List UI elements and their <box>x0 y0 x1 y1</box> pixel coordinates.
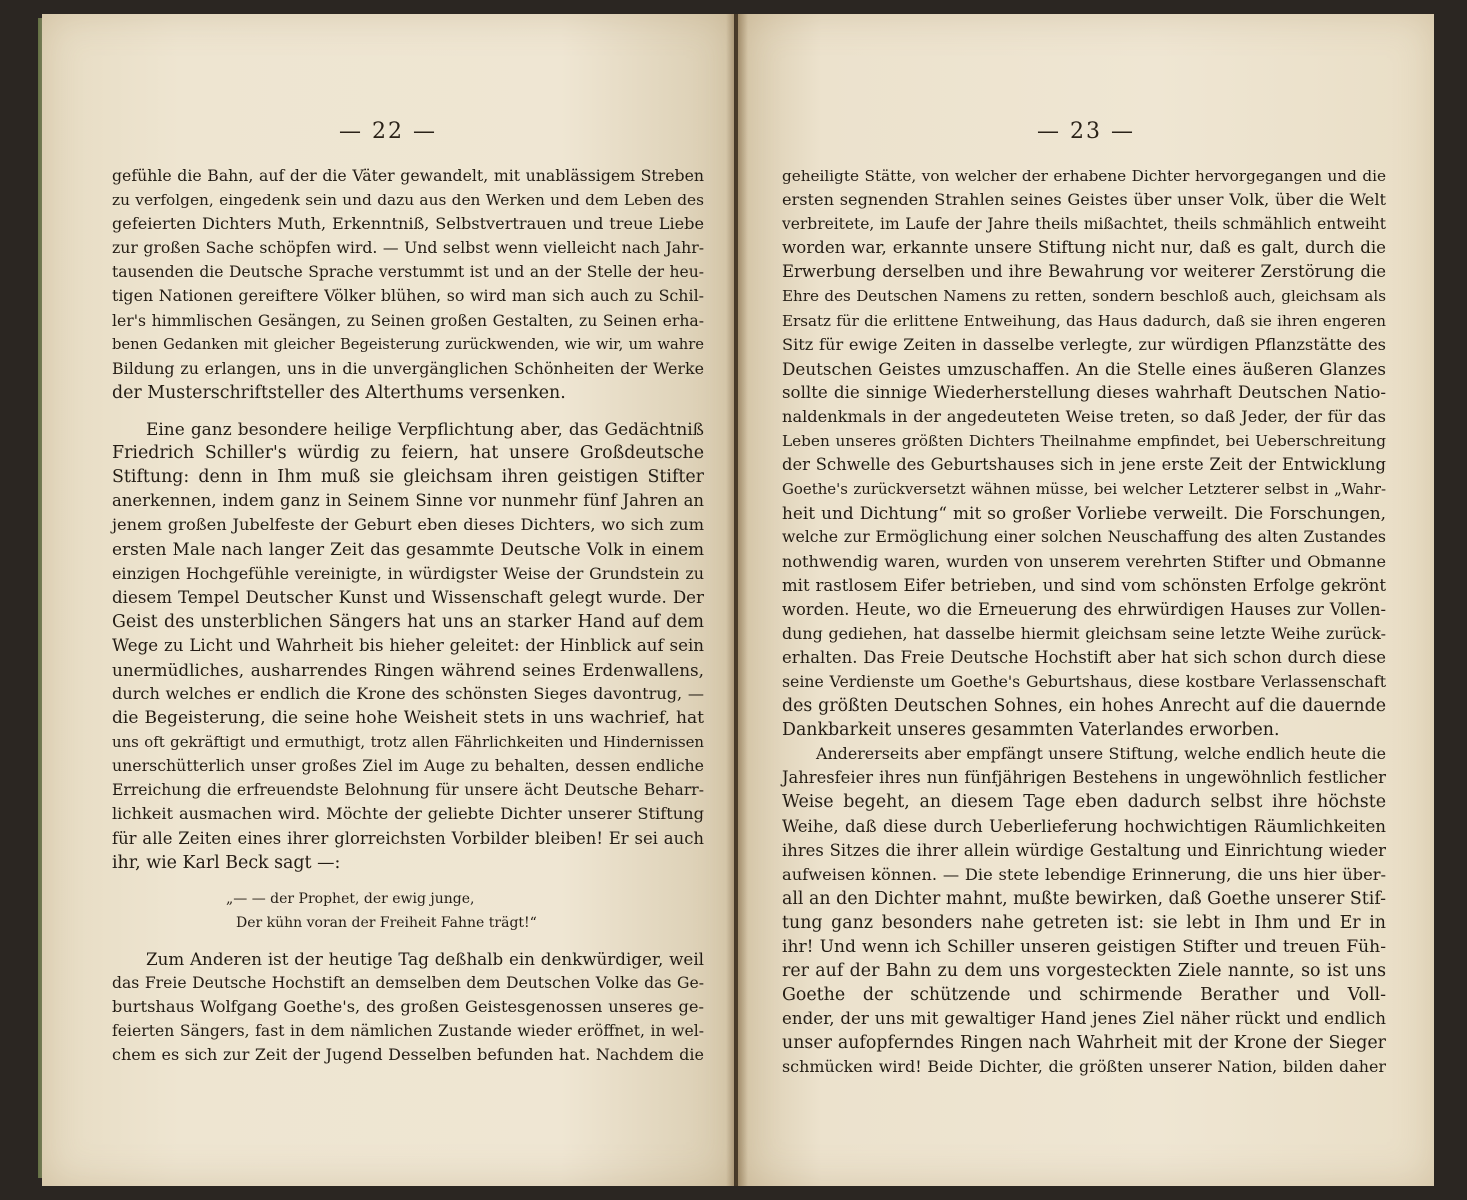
text-line: Goethe's zurückversetzt wähnen müsse, bei welcher Letzterer selbst in „Wahr- <box>782 480 1386 499</box>
text-line: diesem Tempel Deutscher Kunst und Wissenschaft gelegt wurde. Der <box>112 587 704 607</box>
text-line: der Schwelle des Geburtshauses sich in jene erste Zeit der Entwicklung <box>782 455 1386 475</box>
text-line: Jahresfeier ihres nun fünfjährigen Bestehens in ungewöhnlich festlicher <box>782 768 1386 788</box>
text-line: gefühle die Bahn, auf der die Väter gewandelt, mit unablässigem Streben <box>112 166 704 185</box>
text-line: Erreichung die erfreuendste Belohnung für unsere ächt Deutsche Beharr- <box>112 781 704 800</box>
text-line: Ehre des Deutschen Namens zu retten, sondern beschloß auch, gleichsam als <box>782 287 1386 306</box>
text-line: Erwerbung derselben und ihre Bewahrung vor weiterer Zerstörung die <box>782 262 1386 282</box>
paragraph-gap <box>112 875 704 887</box>
left-text-block <box>112 164 704 1067</box>
text-line: heit und Dichtung“ mit so großer Vorliebe verweilt. Die Forschungen, <box>782 503 1386 524</box>
text-line: die Begeisterung, die seine hohe Weisheit stets in uns wachrief, hat <box>112 708 704 729</box>
paragraph-gap <box>112 405 704 417</box>
text-line: tausenden die Deutsche Sprache verstummt ist und an der Stelle der heu- <box>112 263 704 282</box>
quote-line: Der kühn voran der Freiheit Fahne trägt!“ <box>236 914 537 931</box>
text-line: naldenkmals in der angedeuteten Weise treten, so daß Jeder, der für das <box>782 406 1386 426</box>
text-line: welche zur Ermöglichung einer solchen Neuschaffung des alten Zustandes <box>782 527 1386 547</box>
text-line: tigen Nationen gereiftere Völker blühen, so wird man sich auch zu Schil- <box>112 286 704 306</box>
text-line: das Freie Deutsche Hochstift an demselben dem Deutschen Volke das Ge- <box>112 973 704 992</box>
text-line: Dankbarkeit unseres gesammten Vaterlandes erworben. <box>782 720 1280 741</box>
text-line: ler's himmlischen Gesängen, zu Seinen großen Gestalten, zu Seinen erha- <box>112 311 704 330</box>
text-line: worden war, erkannte unsere Stiftung nicht nur, daß es galt, durch die <box>782 238 1386 258</box>
text-line: mit rastlosem Eifer betrieben, und sind vom schönsten Erfolge gekrönt <box>782 575 1386 595</box>
text-line: ihr! Und wenn ich Schiller unseren geistigen Stifter und treuen Füh- <box>782 937 1386 957</box>
text-line: Weihe, daß diese durch Ueberlieferung hochwichtigen Räumlichkeiten <box>782 816 1386 836</box>
text-line: unser aufopferndes Ringen nach Wahrheit mit der Krone der Sieger <box>782 1033 1386 1054</box>
text-line: Leben unseres größten Dichters Theilnahme empfindet, bei Ueberschreitung <box>782 432 1386 451</box>
text-line: anerkennen, indem ganz in Seinem Sinne vor nunmehr fünf Jahren an <box>112 491 704 511</box>
page-number-right: — 23 — <box>1037 119 1135 144</box>
text-line: für alle Zeiten eines ihrer glorreichsten Vorbilder bleiben! Er sei auch <box>112 828 704 848</box>
text-line: erhalten. Das Freie Deutsche Hochstift aber hat sich schon durch diese <box>782 647 1386 667</box>
text-line: Goethe der schützende und schirmende Berather und Voll- <box>782 985 1386 1006</box>
text-line: Stiftung: denn in Ihm muß sie gleichsam ihren geistigen Stifter <box>112 467 704 488</box>
text-line: lichkeit ausmachen wird. Möchte der geliebte Dichter unserer Stiftung <box>112 804 704 824</box>
text-line: uns oft gekräftigt und ermuthigt, trotz allen Fährlichkeiten und Hindernissen <box>112 733 704 752</box>
text-line: Ersatz für die erlittene Entweihung, das Haus dadurch, daß sie ihren engeren <box>782 311 1386 330</box>
text-line: zur großen Sache schöpfen wird. — Und selbst wenn vielleicht nach Jahr- <box>112 238 704 258</box>
book-gutter <box>726 14 748 1186</box>
text-line: unerschütterlich unser großes Ziel im Auge zu behalten, dessen endliche <box>112 756 704 776</box>
text-line: ersten segnenden Strahlen seines Geistes über unser Volk, über die Welt <box>782 190 1386 210</box>
text-line: geheiligte Stätte, von welcher der erhabene Dichter hervorgegangen und die <box>782 167 1386 185</box>
text-line: seine Verdienste um Goethe's Geburtshaus, diese kostbare Verlassenschaft <box>782 671 1386 691</box>
text-line: rer auf der Bahn zu dem uns vorgesteckten Ziele nannte, so ist uns <box>782 961 1386 982</box>
text-line: ihres Sitzes die ihrer allein würdige Gestaltung und Einrichtung wieder <box>782 840 1386 860</box>
quote-line: „— — der Prophet, der ewig junge, <box>226 890 475 907</box>
page-number-left: — 22 — <box>339 119 437 144</box>
text-line: Sitz für ewige Zeiten in dasselbe verlegte, zur würdigen Pflanzstätte des <box>782 334 1386 354</box>
text-line: feierten Sängers, fast in dem nämlichen Zustande wieder eröffnet, in wel- <box>112 1022 704 1040</box>
text-line: schmücken wird! Beide Dichter, die größten unserer Nation, bilden daher <box>782 1057 1386 1077</box>
text-line: Eine ganz besondere heilige Verpflichtung aber, das Gedächtniß <box>146 418 704 439</box>
text-line: des größten Deutschen Sohnes, ein hohes Anrecht auf die dauernde <box>782 696 1386 717</box>
text-line: unermüdliches, ausharrendes Ringen während seines Erdenwallens, <box>112 659 704 680</box>
text-line: Bildung zu erlangen, uns in die unvergänglichen Schönheiten der Werke <box>112 358 704 378</box>
text-line: durch welches er endlich die Krone des schönsten Sieges davontrug, — <box>112 683 704 703</box>
text-line: aufweisen können. — Die stete lebendige Erinnerung, die uns hier über- <box>782 864 1386 884</box>
text-line: Weise begeht, an diesem Tage eben dadurch selbst ihre höchste <box>782 792 1386 813</box>
text-line: chem es sich zur Zeit der Jugend Desselben befunden hat. Nachdem die <box>112 1045 704 1065</box>
left-page <box>42 14 734 1186</box>
right-page <box>738 14 1434 1186</box>
text-line: ihr, wie Karl Beck sagt —: <box>112 852 341 873</box>
text-line: nothwendig waren, wurden von unserem verehrten Stifter und Obmanne <box>782 551 1386 571</box>
text-line: verbreitete, im Laufe der Jahre theils mißachtet, theils schmählich entweiht <box>782 215 1386 234</box>
text-line: gefeierten Dichters Muth, Erkenntniß, Selbstvertrauen und treue Liebe <box>112 214 704 234</box>
text-line: worden. Heute, wo die Erneuerung des ehrwürdigen Hauses zur Vollen- <box>782 599 1386 619</box>
text-line: tung ganz besonders nahe getreten ist: sie lebt in Ihm und Er in <box>782 912 1386 933</box>
text-line: ender, der uns mit gewaltiger Hand jenes Ziel näher rückt und endlich <box>782 1009 1386 1029</box>
text-line: benen Gedanken mit gleicher Begeisterung zurückwenden, wie wir, um wahre <box>112 335 704 353</box>
text-line: all an den Dichter mahnt, mußte bewirken, daß Goethe unserer Stif- <box>782 888 1387 909</box>
text-line: Friedrich Schiller's würdig zu feiern, hat unsere Großdeutsche <box>112 443 704 464</box>
text-line: ersten Male nach langer Zeit das gesammte Deutsche Volk in einem <box>112 539 704 560</box>
text-line: Deutschen Geistes umzuschaffen. An die Stelle eines äußeren Glanzes <box>782 358 1386 379</box>
text-line: jenem großen Jubelfeste der Geburt eben dieses Dichters, wo sich zum <box>112 515 704 535</box>
paragraph-gap <box>112 935 704 947</box>
text-line: burtshaus Wolfgang Goethe's, des großen Geistesgenossen unseres ge- <box>112 996 704 1016</box>
text-line: dung gediehen, hat dasselbe hiermit gleichsam seine letzte Weihe zurück- <box>782 623 1386 643</box>
text-line: sollte die sinnige Wiederherstellung dieses wahrhaft Deutschen Natio- <box>782 382 1386 402</box>
text-line: Wege zu Licht und Wahrheit bis hieher geleitet: der Hinblick auf sein <box>112 635 704 655</box>
right-text-block <box>782 164 1386 1080</box>
text-line: Zum Anderen ist der heutige Tag deßhalb ein denkwürdiger, weil <box>146 948 704 969</box>
text-line: einzigen Hochgefühle vereinigte, in würdigster Weise der Grundstein zu <box>112 563 704 583</box>
text-line: Geist des unsterblichen Sängers hat uns an starker Hand auf dem <box>112 611 704 632</box>
text-line: der Musterschriftsteller des Alterthums versenken. <box>112 382 566 403</box>
text-line: Andererseits aber empfängt unsere Stiftung, welche endlich heute die <box>816 744 1386 764</box>
text-line: zu verfolgen, eingedenk sein und dazu aus den Werken und dem Leben des <box>112 191 704 210</box>
